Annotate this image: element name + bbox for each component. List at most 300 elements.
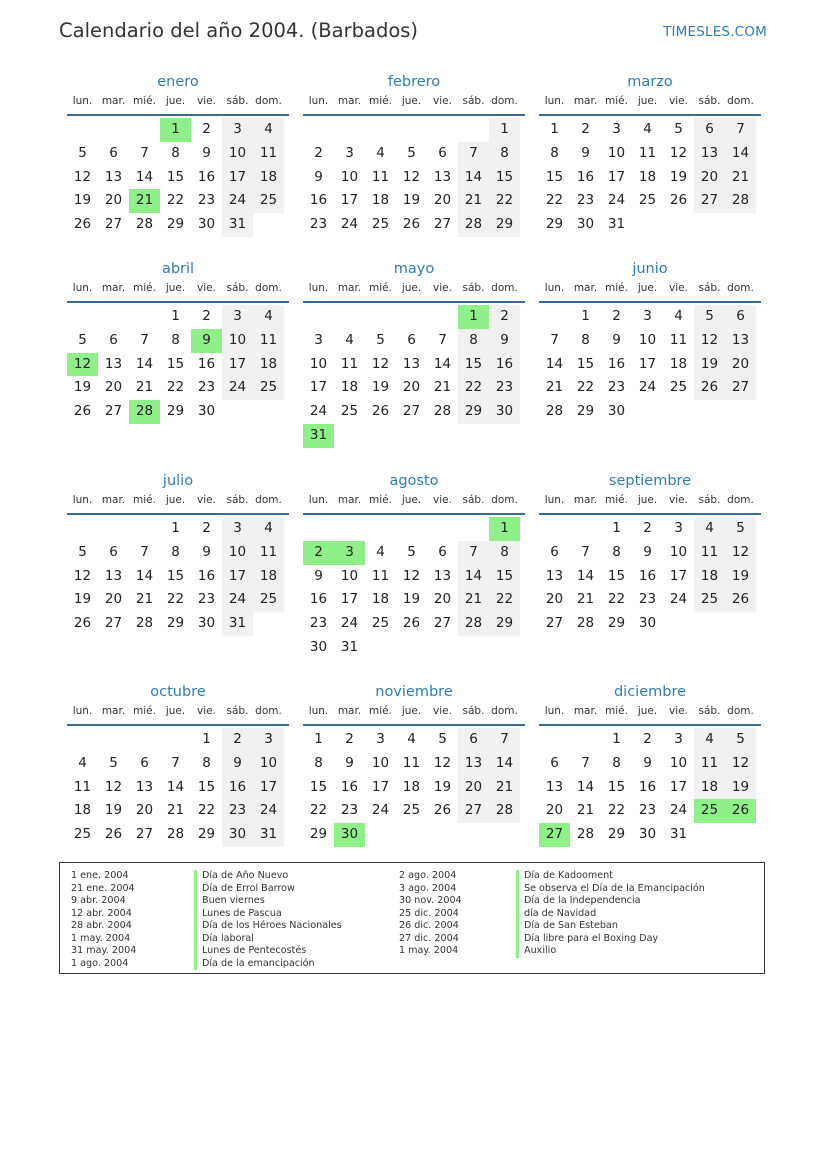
day-cell: 14 — [725, 142, 756, 166]
weekday-label: dom. — [491, 494, 518, 506]
week-row — [303, 588, 525, 612]
holiday-date: 21 ene. 2004 — [71, 882, 135, 894]
day-cell: 3 — [314, 331, 323, 348]
legend-column-names-2 — [516, 870, 705, 958]
day-cell: 12 — [433, 754, 452, 771]
day-cell: 19 — [73, 591, 92, 608]
header-divider — [67, 301, 289, 303]
empty-cell — [489, 636, 520, 660]
day-cell: 22 — [607, 802, 626, 819]
empty-cell — [427, 305, 458, 329]
day-cell: 27 — [104, 403, 123, 420]
month-title: diciembre — [613, 684, 687, 700]
weekday-label: lun. — [544, 705, 565, 717]
weekday-header — [67, 93, 289, 112]
day-cell: 24 — [638, 379, 657, 396]
day-cell: 9 — [191, 329, 222, 353]
header-divider — [539, 114, 761, 116]
day-cell: 13 — [458, 752, 489, 776]
weekday-label: vie. — [197, 705, 216, 717]
day-cell: 30 — [197, 216, 216, 233]
month-title: septiembre — [608, 473, 692, 489]
day-cell: 28 — [458, 213, 489, 237]
weekday-label: dom. — [727, 494, 754, 506]
empty-cell — [129, 728, 160, 752]
holiday-legend — [59, 862, 765, 974]
day-cell: 25 — [73, 826, 92, 843]
day-cell: 30 — [222, 823, 253, 847]
day-cell: 10 — [340, 567, 359, 584]
day-cell: 21 — [166, 802, 185, 819]
day-cell: 10 — [222, 541, 253, 565]
weekday-header — [539, 93, 761, 112]
month-title: noviembre — [375, 684, 453, 700]
day-cell: 28 — [166, 826, 185, 843]
day-cell: 7 — [550, 331, 559, 348]
weekday-label: mié. — [605, 494, 628, 506]
day-cell: 12 — [73, 567, 92, 584]
day-cell: 11 — [694, 752, 725, 776]
header-divider — [303, 114, 525, 116]
weekday-header — [539, 280, 761, 299]
weekday-label: dom. — [491, 95, 518, 107]
empty-cell — [427, 517, 458, 541]
day-cell: 12 — [725, 541, 756, 565]
day-cell: 10 — [607, 144, 626, 161]
day-cell: 11 — [253, 541, 284, 565]
month-marzo — [539, 71, 761, 237]
weekday-label: mar. — [337, 705, 362, 717]
day-cell: 21 — [545, 379, 564, 396]
day-cell: 27 — [104, 615, 123, 632]
month-title: agosto — [389, 473, 439, 489]
empty-cell — [67, 118, 98, 142]
brand-logo[interactable]: TIMESLES.COM — [663, 24, 767, 40]
day-cell: 26 — [725, 799, 756, 823]
header-divider — [539, 513, 761, 515]
day-cell: 20 — [402, 379, 421, 396]
weekday-label: mié. — [133, 494, 156, 506]
day-cell: 24 — [340, 615, 359, 632]
day-cell: 23 — [222, 799, 253, 823]
empty-cell — [334, 424, 365, 448]
day-cell: 9 — [489, 329, 520, 353]
day-cell: 16 — [197, 355, 216, 372]
weekday-label: jue. — [165, 95, 186, 107]
weekday-label: lun. — [72, 95, 93, 107]
empty-cell — [129, 517, 160, 541]
day-cell: 27 — [104, 216, 123, 233]
day-cell: 31 — [222, 213, 253, 237]
day-cell: 30 — [607, 403, 626, 420]
empty-cell — [694, 400, 725, 424]
month-title: febrero — [387, 74, 441, 90]
day-cell: 14 — [135, 567, 154, 584]
weekday-label: lun. — [308, 705, 329, 717]
weekday-header — [67, 703, 289, 722]
day-cell: 18 — [253, 166, 284, 190]
weekday-header — [539, 703, 761, 722]
day-cell: 12 — [694, 329, 725, 353]
day-cell: 31 — [669, 826, 688, 843]
day-cell: 2 — [202, 520, 211, 536]
day-cell: 17 — [222, 166, 253, 190]
weekday-label: sáb. — [226, 494, 249, 506]
day-cell: 27 — [135, 826, 154, 843]
empty-cell — [539, 728, 570, 752]
day-cell: 7 — [581, 543, 590, 560]
holiday-name: Día de los Héroes Nacionales — [194, 920, 342, 933]
day-cell: 23 — [489, 376, 520, 400]
weekday-label: sáb. — [698, 494, 721, 506]
week-row — [539, 776, 761, 800]
weekday-label: sáb. — [462, 705, 485, 717]
empty-cell — [694, 213, 725, 237]
empty-cell — [98, 118, 129, 142]
holiday-date: 28 abr. 2004 — [71, 920, 132, 931]
weekday-label: mié. — [133, 95, 156, 107]
day-cell: 1 — [171, 520, 180, 536]
day-cell: 17 — [638, 355, 657, 372]
empty-cell — [334, 118, 365, 142]
day-cell: 23 — [638, 802, 657, 819]
day-cell: 7 — [581, 754, 590, 771]
day-cell: 14 — [576, 567, 595, 584]
day-cell: 28 — [458, 612, 489, 636]
day-cell: 22 — [489, 189, 520, 213]
week-row — [67, 541, 289, 565]
week-row — [303, 541, 525, 565]
day-cell: 11 — [253, 329, 284, 353]
month-title: julio — [162, 473, 194, 489]
day-cell: 6 — [407, 331, 416, 348]
weekday-header — [67, 492, 289, 511]
day-cell: 23 — [309, 216, 328, 233]
weekday-label: mar. — [337, 95, 362, 107]
day-cell: 29 — [197, 826, 216, 843]
day-cell: 26 — [669, 192, 688, 209]
week-row — [67, 752, 289, 776]
day-cell: 20 — [104, 192, 123, 209]
day-cell: 6 — [140, 754, 149, 771]
day-cell: 24 — [669, 591, 688, 608]
week-row — [67, 166, 289, 190]
day-cell: 12 — [402, 168, 421, 185]
header-divider — [539, 724, 761, 726]
weekday-label: mar. — [337, 282, 362, 294]
day-cell: 30 — [489, 400, 520, 424]
day-cell: 2 — [489, 305, 520, 329]
month-title: mayo — [393, 261, 435, 277]
day-cell: 20 — [725, 353, 756, 377]
weekday-label: vie. — [197, 494, 216, 506]
weekday-label: dom. — [727, 282, 754, 294]
week-row — [67, 565, 289, 589]
day-cell: 21 — [135, 379, 154, 396]
day-cell: 17 — [371, 778, 390, 795]
day-cell: 13 — [433, 567, 452, 584]
week-row — [303, 517, 525, 541]
week-row — [303, 776, 525, 800]
day-cell: 19 — [402, 192, 421, 209]
day-cell: 24 — [340, 216, 359, 233]
day-cell: 6 — [725, 305, 756, 329]
weekday-label: jue. — [165, 705, 186, 717]
day-cell: 8 — [458, 329, 489, 353]
day-cell: 1 — [202, 731, 211, 747]
week-row — [303, 353, 525, 377]
day-cell: 11 — [371, 567, 390, 584]
weekday-label: jue. — [401, 282, 422, 294]
empty-cell — [365, 118, 396, 142]
day-cell: 23 — [197, 192, 216, 209]
day-cell: 14 — [458, 565, 489, 589]
day-cell: 11 — [371, 168, 390, 185]
day-cell: 4 — [407, 731, 416, 747]
empty-cell — [427, 823, 458, 847]
day-cell: 15 — [309, 778, 328, 795]
weekday-label: dom. — [727, 95, 754, 107]
day-cell: 7 — [725, 118, 756, 142]
day-cell: 15 — [545, 168, 564, 185]
day-cell: 17 — [340, 192, 359, 209]
empty-cell — [725, 213, 756, 237]
day-cell: 7 — [458, 541, 489, 565]
day-cell: 2 — [643, 520, 652, 536]
holiday-date: 30 nov. 2004 — [399, 895, 462, 906]
day-cell: 6 — [550, 543, 559, 560]
day-cell: 23 — [197, 379, 216, 396]
empty-cell — [458, 517, 489, 541]
day-cell: 5 — [674, 121, 683, 137]
day-cell: 2 — [581, 121, 590, 137]
day-cell: 24 — [371, 802, 390, 819]
weekday-label: dom. — [727, 705, 754, 717]
day-cell: 26 — [104, 826, 123, 843]
week-row — [67, 142, 289, 166]
weekday-label: lun. — [308, 282, 329, 294]
day-cell: 1 — [612, 520, 621, 536]
day-cell: 7 — [140, 144, 149, 161]
week-row — [303, 799, 525, 823]
month-diciembre — [539, 681, 761, 847]
weekday-label: lun. — [308, 95, 329, 107]
day-cell: 11 — [694, 541, 725, 565]
weekday-label: lun. — [544, 494, 565, 506]
day-cell: 20 — [458, 776, 489, 800]
day-cell: 25 — [371, 216, 390, 233]
empty-cell — [365, 305, 396, 329]
week-row — [67, 728, 289, 752]
day-cell: 29 — [489, 213, 520, 237]
day-cell: 12 — [725, 752, 756, 776]
holiday-name: Día de San Esteban — [516, 920, 705, 933]
day-cell: 22 — [576, 379, 595, 396]
weekday-label: dom. — [255, 494, 282, 506]
day-cell: 3 — [612, 121, 621, 137]
day-cell: 10 — [222, 142, 253, 166]
weekday-label: sáb. — [698, 95, 721, 107]
day-cell: 5 — [725, 517, 756, 541]
week-row — [67, 376, 289, 400]
header-divider — [67, 724, 289, 726]
day-cell: 4 — [376, 543, 385, 560]
empty-cell — [365, 424, 396, 448]
week-row — [539, 189, 761, 213]
empty-cell — [694, 612, 725, 636]
day-cell: 1 — [612, 731, 621, 747]
day-cell: 4 — [694, 517, 725, 541]
weekday-label: dom. — [255, 95, 282, 107]
empty-cell — [489, 823, 520, 847]
day-cell: 11 — [638, 144, 657, 161]
day-cell: 6 — [458, 728, 489, 752]
weekday-label: jue. — [637, 282, 658, 294]
week-row — [539, 565, 761, 589]
day-cell: 23 — [309, 615, 328, 632]
day-cell: 11 — [340, 355, 359, 372]
day-cell: 4 — [253, 118, 284, 142]
weekday-label: vie. — [433, 494, 452, 506]
day-cell: 29 — [166, 216, 185, 233]
header-divider — [303, 301, 525, 303]
day-cell: 15 — [489, 565, 520, 589]
day-cell: 8 — [550, 144, 559, 161]
week-row — [67, 189, 289, 213]
day-cell: 6 — [109, 144, 118, 161]
day-cell: 4 — [376, 144, 385, 161]
day-cell: 7 — [458, 142, 489, 166]
weekday-label: sáb. — [226, 282, 249, 294]
day-cell: 9 — [222, 752, 253, 776]
week-row — [539, 517, 761, 541]
weekday-label: mar. — [573, 95, 598, 107]
empty-cell — [396, 118, 427, 142]
day-cell: 8 — [612, 754, 621, 771]
day-cell: 9 — [202, 144, 211, 161]
day-cell: 7 — [438, 331, 447, 348]
weekday-label: mar. — [101, 95, 126, 107]
empty-cell — [98, 728, 129, 752]
weekday-label: jue. — [637, 494, 658, 506]
week-row — [303, 636, 525, 660]
weekday-label: lun. — [72, 494, 93, 506]
day-cell: 15 — [607, 567, 626, 584]
weekday-label: dom. — [255, 282, 282, 294]
day-cell: 16 — [309, 192, 328, 209]
empty-cell — [303, 118, 334, 142]
day-cell: 24 — [669, 802, 688, 819]
day-cell: 14 — [458, 166, 489, 190]
day-cell: 7 — [140, 331, 149, 348]
week-row — [539, 118, 761, 142]
day-cell: 15 — [166, 567, 185, 584]
day-cell: 22 — [166, 379, 185, 396]
week-row — [67, 612, 289, 636]
day-cell: 16 — [607, 355, 626, 372]
day-cell: 8 — [202, 754, 211, 771]
day-cell: 18 — [402, 778, 421, 795]
day-cell: 4 — [345, 331, 354, 348]
week-row — [539, 612, 761, 636]
day-cell: 6 — [694, 118, 725, 142]
day-cell: 2 — [314, 144, 323, 161]
day-cell: 18 — [694, 776, 725, 800]
week-row — [539, 353, 761, 377]
week-row — [67, 305, 289, 329]
holiday-name: Día libre para el Boxing Day — [516, 933, 705, 946]
holiday-date: 9 abr. 2004 — [71, 895, 126, 906]
day-cell: 19 — [725, 565, 756, 589]
holiday-name: Lunes de Pentecostés — [194, 945, 342, 958]
day-cell: 3 — [334, 541, 365, 565]
month-agosto — [303, 470, 525, 660]
day-cell: 29 — [607, 615, 626, 632]
day-cell: 24 — [607, 192, 626, 209]
day-cell: 13 — [725, 329, 756, 353]
week-row — [303, 142, 525, 166]
empty-cell — [129, 305, 160, 329]
day-cell: 2 — [643, 731, 652, 747]
day-cell: 12 — [73, 168, 92, 185]
day-cell: 21 — [458, 189, 489, 213]
day-cell: 23 — [638, 591, 657, 608]
day-cell: 29 — [458, 400, 489, 424]
weekday-label: sáb. — [226, 95, 249, 107]
empty-cell — [334, 517, 365, 541]
weekday-label: mié. — [369, 282, 392, 294]
empty-cell — [365, 636, 396, 660]
empty-cell — [458, 118, 489, 142]
empty-cell — [427, 636, 458, 660]
week-row — [303, 329, 525, 353]
day-cell: 4 — [674, 308, 683, 324]
day-cell: 11 — [73, 778, 92, 795]
day-cell: 9 — [202, 543, 211, 560]
holiday-name: Día de Año Nuevo — [194, 870, 342, 883]
holiday-date: 31 may. 2004 — [71, 945, 137, 956]
week-row — [539, 400, 761, 424]
day-cell: 14 — [489, 752, 520, 776]
day-cell: 17 — [607, 168, 626, 185]
week-row — [539, 799, 761, 823]
day-cell: 18 — [694, 565, 725, 589]
weekday-label: sáb. — [462, 95, 485, 107]
day-cell: 28 — [489, 799, 520, 823]
day-cell: 10 — [253, 752, 284, 776]
day-cell: 8 — [612, 543, 621, 560]
weekday-label: mié. — [369, 494, 392, 506]
day-cell: 9 — [314, 168, 323, 185]
day-cell: 1 — [314, 731, 323, 747]
day-cell: 19 — [402, 591, 421, 608]
weekday-label: mar. — [573, 705, 598, 717]
day-cell: 9 — [643, 754, 652, 771]
weekday-label: lun. — [72, 705, 93, 717]
day-cell: 2 — [222, 728, 253, 752]
header-divider — [303, 513, 525, 515]
month-noviembre — [303, 681, 525, 847]
day-cell: 22 — [458, 376, 489, 400]
weekday-header — [67, 280, 289, 299]
day-cell: 5 — [407, 144, 416, 161]
holiday-date: 1 may. 2004 — [399, 945, 459, 956]
empty-cell — [458, 424, 489, 448]
empty-cell — [663, 612, 694, 636]
day-cell: 17 — [222, 565, 253, 589]
day-cell: 15 — [576, 355, 595, 372]
day-cell: 3 — [222, 118, 253, 142]
